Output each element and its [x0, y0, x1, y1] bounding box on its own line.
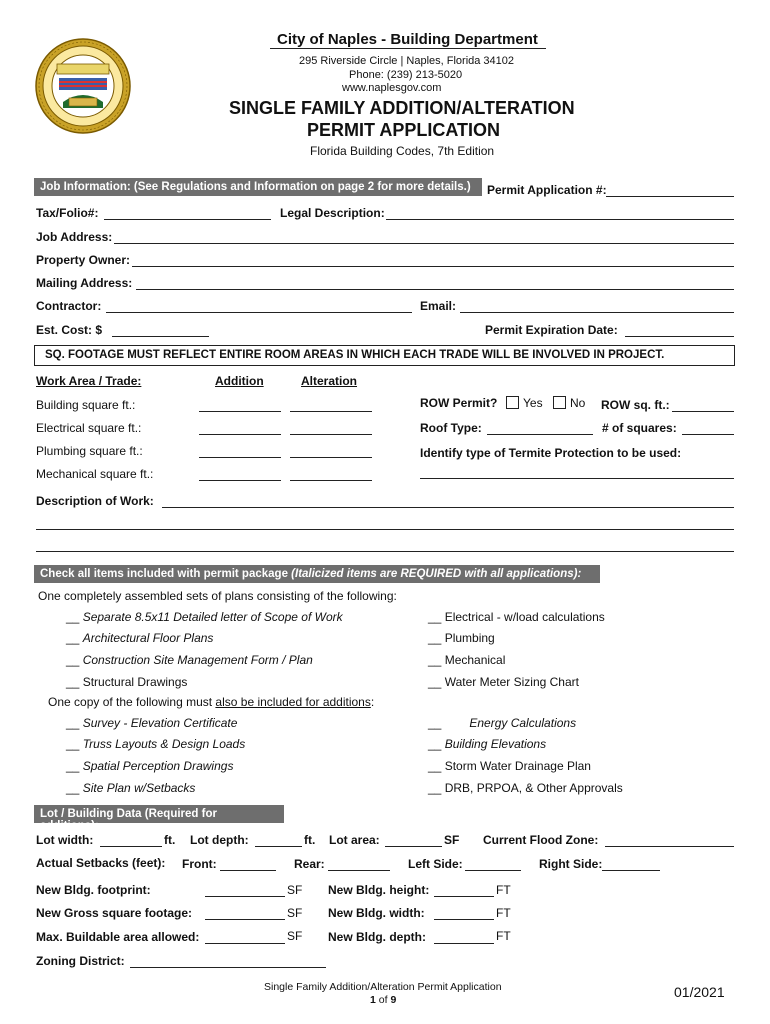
electrical-alteration-field[interactable] — [290, 434, 372, 435]
plumbing-addition-field[interactable] — [199, 457, 281, 458]
row-yes-checkbox[interactable] — [506, 396, 519, 409]
termite-label: Identify type of Termite Protection to be used: — [420, 446, 682, 460]
flood-zone-label: Current Flood Zone: — [483, 833, 599, 847]
width-unit: FT — [496, 906, 511, 920]
checklist-item[interactable] — [428, 781, 623, 795]
building-alteration-field[interactable] — [290, 411, 372, 412]
sqft-notice: SQ. FOOTAGE MUST REFLECT ENTIRE ROOM AREAS IN WHICH EACH TRADE WILL BE INVOLVED IN PROJECT. — [45, 349, 665, 361]
check-blank[interactable]: __ — [66, 653, 80, 667]
check-blank[interactable]: __ — [66, 737, 80, 751]
form-subtitle: Florida Building Codes, 7th Edition — [310, 144, 495, 158]
max-build-label: Max. Buildable area allowed: — [36, 930, 200, 944]
check-blank[interactable]: __ — [66, 610, 80, 624]
checklist-bar — [34, 565, 600, 583]
check-blank[interactable]: __ — [428, 759, 442, 773]
est-cost-label: Est. Cost: $ — [36, 323, 103, 337]
checklist-item[interactable] — [66, 610, 343, 624]
permit-app-label: Permit Application #: — [487, 183, 607, 197]
mailing-address-field[interactable] — [136, 289, 734, 290]
width-field[interactable] — [434, 919, 494, 920]
job-address-label: Job Address: — [36, 230, 113, 244]
lot-area-label: Lot area: — [329, 833, 380, 847]
row-yes-label: Yes — [523, 396, 543, 410]
additions-intro — [48, 695, 374, 709]
row-sqft-field[interactable] — [672, 411, 734, 412]
left-side-field[interactable] — [465, 870, 521, 871]
footer-date: 01/2021 — [674, 984, 725, 1000]
building-addition-field[interactable] — [199, 411, 281, 412]
item-site-plan: Site Plan w/Setbacks — [82, 781, 196, 795]
max-build-unit: SF — [287, 929, 303, 943]
item-truss: Truss Layouts & Design Loads — [82, 737, 246, 751]
page-current: 1 — [370, 994, 376, 1006]
lot-depth-field[interactable] — [255, 846, 302, 847]
alteration-header: Alteration — [301, 374, 358, 388]
item-water-meter: Water Meter Sizing Chart — [444, 675, 579, 689]
footer-page — [370, 994, 396, 1006]
checklist-item[interactable] — [66, 675, 187, 689]
item-floor-plans: Architectural Floor Plans — [82, 631, 214, 645]
building-sqft-label: Building square ft.: — [36, 398, 136, 412]
department-underline — [270, 48, 546, 49]
item-structural: Structural Drawings — [82, 675, 188, 689]
footprint-label: New Bldg. footprint: — [36, 883, 151, 897]
zoning-label: Zoning District: — [36, 954, 125, 968]
item-approvals: DRB, PRPOA, & Other Approvals — [444, 781, 623, 795]
mechanical-sqft-label: Mechanical square ft.: — [36, 467, 154, 481]
lot-width-unit: ft. — [164, 833, 176, 847]
footprint-field[interactable] — [205, 896, 285, 897]
tax-folio-field[interactable] — [104, 219, 271, 220]
description-field-2[interactable] — [36, 529, 734, 530]
depth-field[interactable] — [434, 943, 494, 944]
height-field[interactable] — [434, 896, 494, 897]
department-name: City of Naples - Building Department — [277, 31, 538, 48]
checklist-item[interactable] — [66, 631, 213, 645]
check-blank[interactable]: __ — [428, 737, 442, 751]
check-blank[interactable]: __ — [66, 716, 80, 730]
property-owner-field[interactable] — [132, 266, 734, 267]
page-total: 9 — [390, 994, 397, 1006]
checklist-item[interactable] — [66, 737, 245, 751]
checklist-item[interactable] — [66, 759, 233, 773]
lot-area-field[interactable] — [385, 846, 442, 847]
check-blank[interactable]: __ — [428, 653, 442, 667]
checklist-item[interactable] — [428, 653, 505, 667]
permit-exp-field[interactable] — [625, 336, 734, 337]
checklist-item[interactable] — [428, 675, 579, 689]
item-energy: Energy Calculations — [469, 716, 577, 730]
termite-field[interactable] — [420, 478, 734, 479]
department-website[interactable]: www.naplesgov.com — [342, 82, 442, 94]
num-squares-field[interactable] — [682, 434, 734, 435]
department-phone: Phone: (239) 213-5020 — [349, 69, 463, 81]
item-plumbing: Plumbing — [444, 631, 495, 645]
gross-unit: SF — [287, 906, 303, 920]
lot-width-label: Lot width: — [36, 833, 94, 847]
legal-desc-field[interactable] — [386, 219, 734, 220]
permit-exp-label: Permit Expiration Date: — [485, 323, 618, 337]
check-blank[interactable]: __ — [428, 675, 442, 689]
gross-label: New Gross square footage: — [36, 906, 193, 920]
department-address: 295 Riverside Circle | Naples, Florida 34102 — [299, 55, 515, 67]
form-title-line1: SINGLE FAMILY ADDITION/ALTERATION — [229, 98, 575, 118]
item-scope-letter: Separate 8.5x11 Detailed letter of Scope of Work — [82, 610, 343, 624]
check-blank[interactable]: __ — [428, 716, 442, 730]
right-side-field[interactable] — [602, 870, 660, 871]
max-build-field[interactable] — [205, 943, 285, 944]
city-seal-icon — [35, 38, 131, 134]
check-blank[interactable]: __ — [428, 781, 442, 795]
est-cost-field[interactable] — [112, 336, 209, 337]
zoning-field[interactable] — [130, 967, 326, 968]
description-label: Description of Work: — [36, 494, 154, 508]
check-blank[interactable]: __ — [428, 610, 442, 624]
mailing-address-label: Mailing Address: — [36, 276, 133, 290]
depth-label: New Bldg. depth: — [328, 930, 426, 944]
left-side-label: Left Side: — [408, 857, 463, 871]
plumbing-alteration-field[interactable] — [290, 457, 372, 458]
check-blank[interactable]: __ — [66, 759, 80, 773]
right-side-label: Right Side: — [539, 857, 603, 871]
check-blank[interactable]: __ — [66, 631, 80, 645]
item-spatial: Spatial Perception Drawings — [82, 759, 234, 773]
job-info-bar: Job Information: (See Regulations and Information on page 2 for more details.) — [34, 178, 482, 196]
checklist-intro: One completely assembled sets of plans consisting of the following: — [38, 589, 397, 603]
gross-field[interactable] — [205, 919, 285, 920]
contractor-label: Contractor: — [36, 299, 102, 313]
job-address-field[interactable] — [114, 243, 734, 244]
height-label: New Bldg. height: — [328, 883, 430, 897]
checklist-item[interactable] — [66, 781, 195, 795]
front-label: Front: — [182, 857, 217, 871]
height-unit: FT — [496, 883, 511, 897]
lot-width-field[interactable] — [100, 846, 162, 847]
page-of: of — [375, 994, 391, 1006]
additions-pre: One copy of the following must — [48, 695, 216, 709]
item-elevations: Building Elevations — [444, 737, 547, 751]
item-electrical: Electrical - w/load calculations — [444, 610, 605, 624]
checklist-item[interactable] — [66, 716, 237, 730]
plumbing-sqft-label: Plumbing square ft.: — [36, 444, 143, 458]
num-squares-label: # of squares: — [602, 421, 677, 435]
footer-title: Single Family Addition/Alteration Permit Application — [264, 981, 502, 993]
rear-label: Rear: — [294, 857, 325, 871]
rear-field[interactable] — [328, 870, 390, 871]
row-no-label: No — [570, 396, 586, 410]
lot-depth-unit: ft. — [304, 833, 316, 847]
description-field-1[interactable] — [162, 507, 734, 508]
additions-underlined: also be included for additions — [215, 695, 371, 709]
checklist-item[interactable] — [428, 737, 546, 751]
row-sqft-label: ROW sq. ft.: — [601, 398, 670, 412]
check-blank[interactable]: __ — [428, 631, 442, 645]
form-title-line2: PERMIT APPLICATION — [307, 120, 500, 140]
check-blank[interactable]: __ — [66, 781, 80, 795]
description-field-3[interactable] — [36, 551, 734, 552]
check-blank[interactable]: __ — [66, 675, 80, 689]
checklist-item[interactable] — [428, 631, 495, 645]
width-label: New Bldg. width: — [328, 906, 425, 920]
flood-zone-field[interactable] — [605, 846, 734, 847]
mechanical-addition-field[interactable] — [199, 480, 281, 481]
tax-folio-label: Tax/Folio#: — [36, 206, 99, 220]
setbacks-label: Actual Setbacks (feet): — [36, 856, 166, 870]
checklist-bar-main: Check all items included with permit package — [40, 568, 292, 580]
checklist-item[interactable] — [428, 716, 576, 730]
permit-app-field[interactable] — [606, 196, 734, 197]
front-field[interactable] — [220, 870, 276, 871]
item-mechanical: Mechanical — [444, 653, 506, 667]
checklist-bar-italic: (Italicized items are REQUIRED with all applications): — [291, 568, 582, 580]
addition-header: Addition — [215, 374, 264, 388]
checklist-item[interactable] — [428, 759, 591, 773]
legal-desc-label: Legal Description: — [280, 206, 385, 220]
lot-bar: Lot / Building Data (Required for additions): — [34, 805, 284, 823]
email-field[interactable] — [460, 312, 734, 313]
additions-post: : — [370, 695, 375, 709]
depth-unit: FT — [496, 929, 511, 943]
item-storm-water: Storm Water Drainage Plan — [444, 759, 591, 773]
mechanical-alteration-field[interactable] — [290, 480, 372, 481]
lot-area-unit: SF — [444, 833, 460, 847]
electrical-sqft-label: Electrical square ft.: — [36, 421, 142, 435]
electrical-addition-field[interactable] — [199, 434, 281, 435]
lot-depth-label: Lot depth: — [190, 833, 249, 847]
email-label: Email: — [420, 299, 457, 313]
contractor-field[interactable] — [106, 312, 412, 313]
item-survey: Survey - Elevation Certificate — [82, 716, 238, 730]
checklist-item[interactable] — [66, 653, 313, 667]
property-owner-label: Property Owner: — [36, 253, 131, 267]
item-site-management: Construction Site Management Form / Plan — [82, 653, 313, 667]
work-area-header: Work Area / Trade: — [36, 374, 142, 388]
roof-type-field[interactable] — [487, 434, 593, 435]
row-permit-label: ROW Permit? — [420, 396, 498, 410]
footprint-unit: SF — [287, 883, 303, 897]
roof-type-label: Roof Type: — [420, 421, 482, 435]
row-no-checkbox[interactable] — [553, 396, 566, 409]
checklist-item[interactable] — [428, 610, 605, 624]
